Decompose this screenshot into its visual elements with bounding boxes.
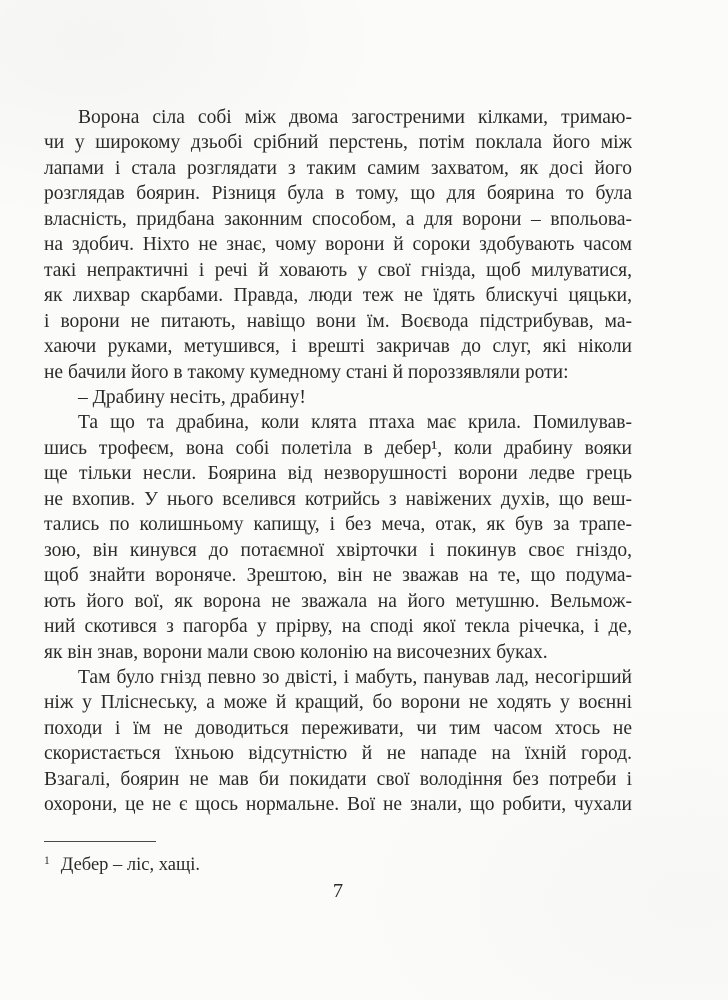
text-line: не вхопив. У нього вселився котрийсь з навіжених духів, що веш- [44, 488, 632, 510]
text-line: шись трофеєм, вона собі полетіла в дебер¹, коли драбину вояки [44, 437, 632, 459]
paragraph [44, 105, 632, 385]
text-line: щоб знайти вороняче. Зрештою, він не зважав на те, що подума- [44, 565, 632, 587]
text-line: розглядав боярин. Різниця була в тому, що для боярина то була [44, 183, 632, 205]
text-line: на здобич. Ніхто не знає, чому ворони й сороки здобувають часом [44, 234, 632, 256]
text-line: – Драбину несіть, драбину! [78, 386, 306, 408]
text-line: чи у широкому дзьобі срібний перстень, потім поклала його між [44, 132, 632, 154]
text-line: Взагалі, боярин не мав би покидати свої володіння без потреби і [44, 768, 632, 790]
text-line: лапами і стала розглядати з таким самим захватом, як досі його [44, 157, 632, 179]
text-line: Там було гнізд певно зо двісті, і мабуть, панував лад, несогірший [78, 666, 632, 688]
text-line: не бачили його в такому кумедному стані й пороззявляли роти: [44, 361, 569, 383]
text-line: походи і їм не доводиться переживати, чи тим часом хтось не [44, 717, 632, 739]
paragraph [44, 385, 632, 410]
text-line: ний скотився з пагорба у прірву, на споді якої текла річечка, і де, [44, 616, 632, 638]
text-line: скористається їхньою відсутністю й не нападе на їхній город. [44, 743, 632, 765]
text-line: як лихвар скарбами. Правда, люди теж не їдять блискучі цяцьки, [44, 285, 632, 307]
text-line: зою, він кинувся до потаємної хвірточки і покинув своє гніздо, [44, 539, 632, 561]
paragraph [44, 665, 632, 818]
text-line: Ворона сіла собі між двома загостреними кілками, тримаю- [78, 107, 632, 128]
footnote-marker: 1 [44, 855, 50, 867]
page-number: 7 [332, 880, 344, 902]
text-line: ще тільки несли. Боярина від незворушності ворони ледве грець [44, 463, 632, 485]
text-line: тались по колишньому капищу, і без меча, отак, як був за трапе- [44, 514, 632, 536]
text-line: власність, придбана законним способом, а для ворони – впольова- [44, 208, 632, 230]
footnote-divider [44, 841, 156, 842]
text-line: як він знав, ворони мали свою колонію на височезних буках. [44, 641, 548, 663]
text-line: ніж у Пліснеську, а може й кращий, бо ворони не ходять у воєнні [44, 692, 632, 714]
text-line: хаючи руками, метушився, і врешті закричав до слуг, які ніколи [44, 336, 632, 358]
footnote-text: Дебер – ліс, хащі. [60, 855, 200, 875]
footnote [44, 849, 632, 877]
text-line: ють його вої, як ворона не зважала на його метушню. Вельмож- [44, 590, 632, 612]
text-line: такі непрактичні і речі й ховають у свої гнізда, щоб милуватися, [44, 259, 632, 281]
text-line: Та що та драбина, коли клята птаха має крила. Помилував- [78, 412, 632, 434]
body-text [44, 105, 632, 818]
text-line: і ворони не питають, навіщо вони їм. Воєвода підстрибував, ма- [44, 310, 632, 332]
paragraph [44, 410, 632, 665]
text-line: охорони, це не є щось нормальне. Вої не знали, що робити, чухали [44, 794, 632, 816]
